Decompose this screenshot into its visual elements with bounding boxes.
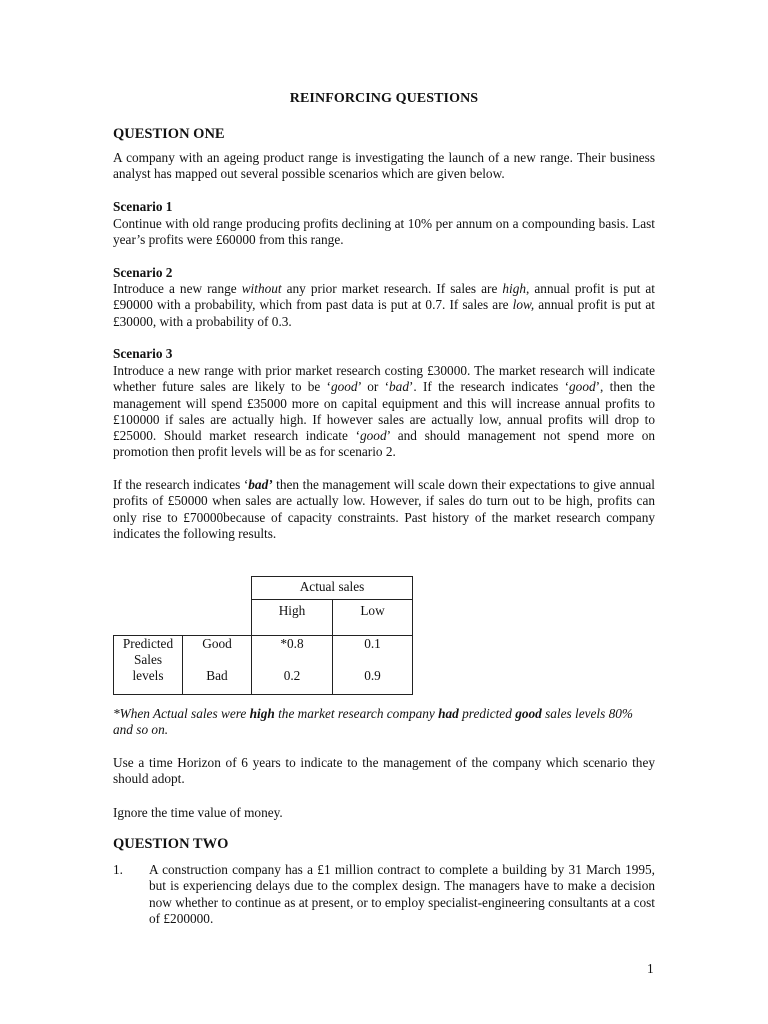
scenario-3-text-part: ’. If the research indicates ‘	[408, 379, 570, 395]
row-label-line: Sales	[133, 652, 163, 667]
scenario-3-emphasis: good	[569, 379, 596, 395]
scenario-1-heading: Scenario 1	[113, 199, 173, 214]
bad-research-text-part: then the management will scale down their expectations to give annual profits of £50000 when sales are actually low. However, if sales do turn out to be high, profits can only rise to £70000because of capacity constraints. Past history of the market research company indicates the following results.	[113, 477, 656, 541]
ignore-time-value-instruction: Ignore the time value of money.	[113, 805, 283, 820]
table-empty-cell	[114, 600, 252, 636]
good-high-value: *0.8	[280, 636, 304, 651]
footnote-text-part: the market research company	[274, 706, 439, 721]
scenario-2-heading: Scenario 2	[113, 265, 173, 280]
low-column-values	[333, 636, 413, 695]
bad-research-paragraph	[113, 477, 655, 542]
page-title: REINFORCING QUESTIONS	[289, 91, 479, 106]
scenario-2-text-part: Introduce a new range	[113, 281, 242, 296]
scenario-3-emphasis: good	[360, 428, 387, 444]
table-empty-cell	[114, 577, 252, 600]
scenario-2-emphasis: without	[241, 281, 282, 296]
column-high-header: High	[252, 600, 333, 636]
actual-sales-header: Actual sales	[252, 577, 413, 600]
row-bad-label: Bad	[206, 668, 228, 683]
row-label-line: Predicted	[122, 636, 174, 651]
footnote-emphasis: had	[438, 706, 459, 721]
footnote-emphasis: good	[515, 706, 542, 721]
scenario-3-text-part: Introduce a new range with prior market research costing £30000. The market research will indicate whether future sales are likely to be ‘	[113, 363, 655, 395]
bad-low-value: 0.9	[364, 668, 381, 683]
scenario-2-text	[113, 281, 655, 330]
scenario-3-text	[113, 363, 655, 461]
bad-research-emphasis: bad’	[248, 477, 273, 492]
scenario-3-text-part: ’ or ‘	[357, 379, 390, 395]
market-research-probability-table	[113, 576, 413, 695]
time-horizon-instruction: Use a time Horizon of 6 years to indicate to the management of the company which scenario they should adopt.	[113, 755, 655, 787]
scenario-3-emphasis: bad	[389, 379, 409, 395]
table-row	[114, 600, 413, 636]
row-label-line: levels	[132, 668, 164, 683]
table-row	[114, 636, 413, 695]
question-one-heading: QUESTION ONE	[113, 126, 225, 142]
scenario-2-text-part: annual profit is put at £30000, with a probability of 0.3.	[113, 297, 656, 329]
predicted-outcome-labels	[183, 636, 251, 694]
row-good-label: Good	[202, 636, 232, 651]
scenario-2-emphasis: high	[502, 281, 527, 296]
good-low-value: 0.1	[364, 636, 381, 651]
footnote-emphasis: high	[249, 706, 275, 721]
scenario-2-text-part: , annual profit is put at £90000 with a probability, which from past data is put at 0.7. If sales are	[113, 281, 655, 313]
bad-research-text-part: If the research indicates ‘	[113, 477, 249, 492]
item-number: 1.	[113, 862, 123, 877]
footnote-text-part: *When Actual sales were	[113, 706, 250, 721]
scenario-3-heading: Scenario 3	[113, 346, 173, 361]
page-number: 1	[647, 961, 654, 976]
question-one-intro: A company with an ageing product range is investigating the launch of a new range. Their business analyst has mapped out several possible scenarios which are given below.	[113, 150, 655, 182]
footnote-text-part: predicted	[458, 706, 516, 721]
item-text: A construction company has a £1 million contract to complete a building by 31 March 1995, but is experiencing delays due to the complex design. The managers have to make a decision now whether to continue as at present, or to employ specialist-engineering consultants at a cost of £200000.	[149, 862, 655, 926]
predicted-cell	[114, 636, 252, 695]
scenario-3-emphasis: good	[330, 379, 358, 395]
footnote-text-part: sales levels 80% and so on.	[113, 706, 633, 738]
column-low-header: Low	[333, 600, 413, 636]
scenario-3-text-part: ’, then the management will spend £35000 more on capital equipment and this will increase annual profits to £100000 if sales are actually high. If however sales are actually low, annual profits will drop to £25000. Should market research indicate ‘	[113, 379, 656, 444]
scenario-2-text-part: any prior market research. If sales are	[281, 281, 503, 296]
table-row	[114, 577, 413, 600]
scenario-2-emphasis: low,	[512, 297, 535, 313]
predicted-sales-levels-label	[114, 636, 183, 694]
table-footnote	[113, 706, 655, 739]
bad-high-value: 0.2	[283, 668, 301, 683]
scenario-3-text-part: ’ and should management not spend more on promotion then profit levels will be as for scenario 2.	[113, 428, 655, 460]
question-two-heading: QUESTION TWO	[113, 836, 229, 852]
scenario-1-text: Continue with old range producing profits declining at 10% per annum on a compounding basis. Last year’s profits were £60000 from this range.	[113, 216, 655, 248]
high-column-values	[252, 636, 333, 695]
